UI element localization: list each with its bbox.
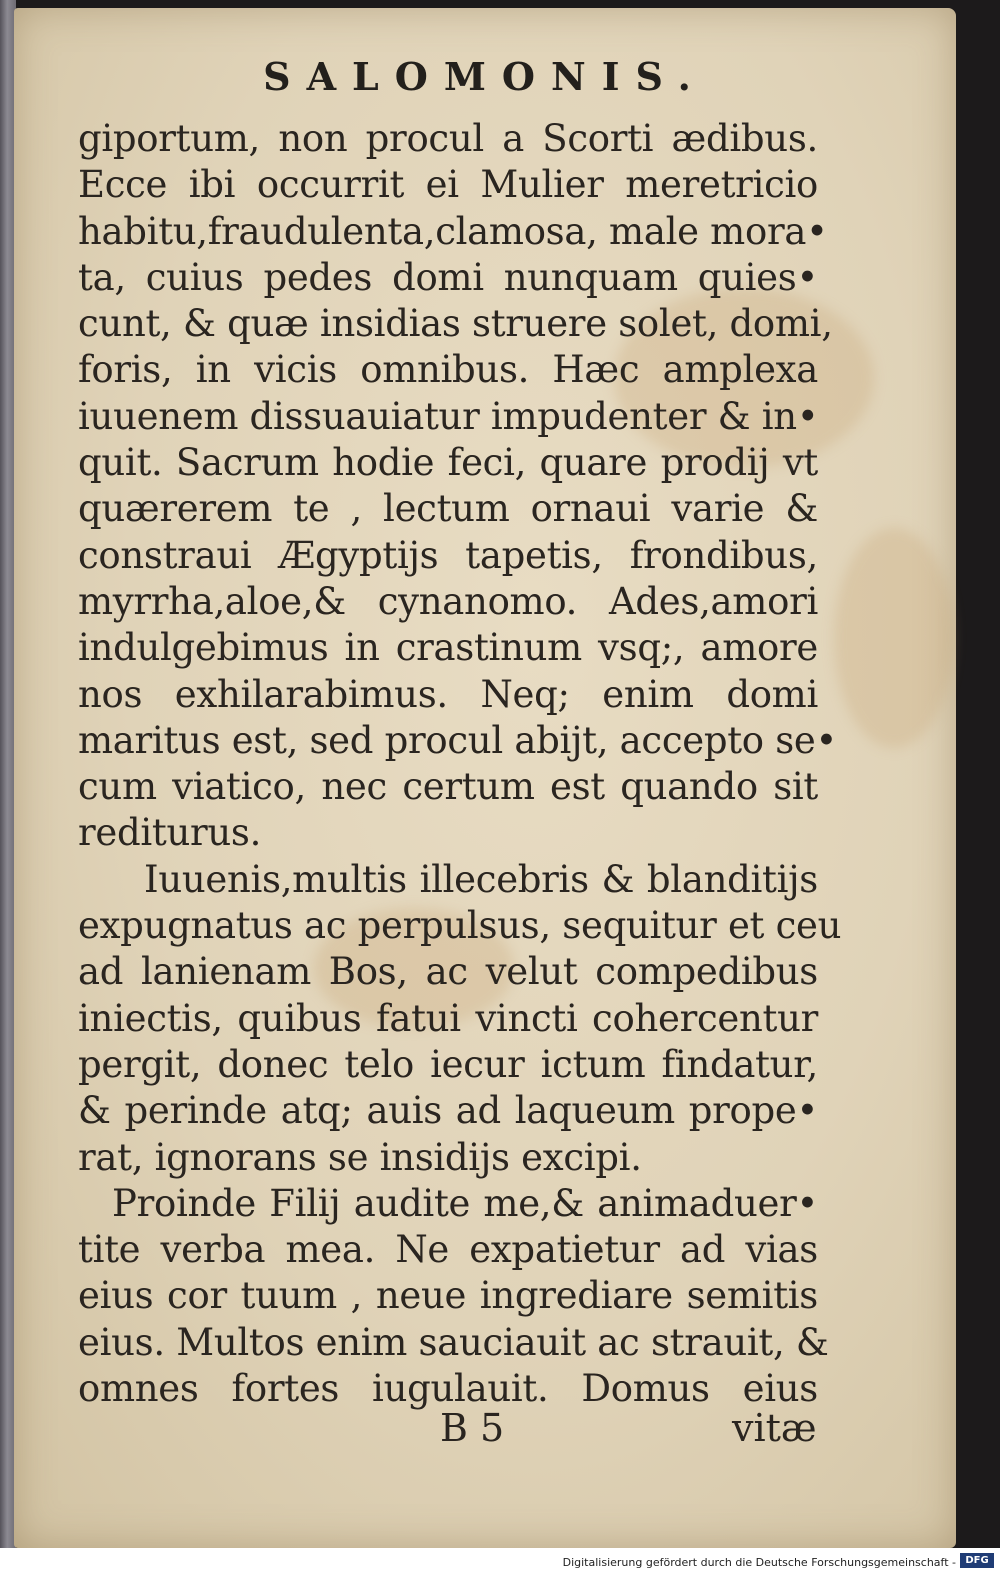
page-footer-line xyxy=(14,1406,956,1456)
text-line: rat, ignorans se insidijs excipi. xyxy=(78,1135,642,1179)
text-line: iuuenem dissuauiatur impudenter & in• xyxy=(78,394,819,438)
text-line: Proinde Filij audite me,& animaduer• xyxy=(112,1181,818,1225)
text-line: indulgebimus in crastinum vsq;, amore xyxy=(78,626,818,670)
text-line: ad lanienam Bos, ac velut compedibus xyxy=(78,950,818,994)
text-line: rediturus. xyxy=(78,811,262,855)
digitization-footer xyxy=(0,1548,1000,1572)
running-header: SALOMONIS. xyxy=(263,54,707,99)
funding-credit: Digitalisierung gefördert durch die Deutsche Forschungsgemeinschaft - xyxy=(562,1556,956,1569)
text-line: pergit, donec telo iecur ictum findatur, xyxy=(78,1042,818,1086)
text-line: iniectis, quibus fatui vincti cohercentur xyxy=(78,996,818,1040)
text-line: Iuuenis,multis illecebris & blanditijs xyxy=(144,857,818,901)
text-line: quit. Sacrum hodie feci, quare prodij vt xyxy=(78,441,818,485)
text-line: eius. Multos enim sauciauit ac strauit, & xyxy=(78,1320,829,1364)
catchword: vitæ xyxy=(732,1406,817,1450)
body-text xyxy=(78,116,842,1412)
text-line: omnes fortes iugulauit. Domus eius xyxy=(78,1367,818,1411)
text-line: cunt, & quæ insidias struere solet, domi, xyxy=(78,302,833,346)
text-line: habitu,fraudulenta,clamosa, male mora• xyxy=(78,209,828,253)
text-line: & perinde atq; auis ad laqueum prope• xyxy=(78,1089,818,1133)
book-page xyxy=(14,8,956,1548)
text-line: giportum, non procul a Scorti ædibus. xyxy=(78,117,818,160)
text-line: tite verba mea. Ne expatietur ad vias xyxy=(78,1228,818,1272)
text-line: myrrha,aloe,& cynanomo. Ades,amori xyxy=(78,579,818,623)
text-line: maritus est, sed procul abijt, accepto se• xyxy=(78,718,838,762)
text-line: expugnatus ac perpulsus, sequitur et ceu xyxy=(78,904,842,948)
signature-mark: B 5 xyxy=(440,1406,505,1450)
text-line: quærerem te , lectum ornaui varie & xyxy=(78,487,818,531)
text-line: nos exhilarabimus. Neq; enim domi xyxy=(78,672,818,716)
text-line: eius cor tuum , neue ingrediare semitis xyxy=(78,1274,818,1318)
text-line: cum viatico, nec certum est quando sit xyxy=(78,765,818,809)
text-line: ta, cuius pedes domi nunquam quies• xyxy=(78,255,818,299)
dfg-logo: DFG xyxy=(960,1553,994,1568)
text-line: constraui Ægyptijs tapetis, frondibus, xyxy=(78,533,818,577)
text-line: foris, in vicis omnibus. Hæc amplexa xyxy=(78,348,818,392)
text-line: Ecce ibi occurrit ei Mulier meretricio xyxy=(78,163,818,207)
paper-stain xyxy=(834,528,954,748)
